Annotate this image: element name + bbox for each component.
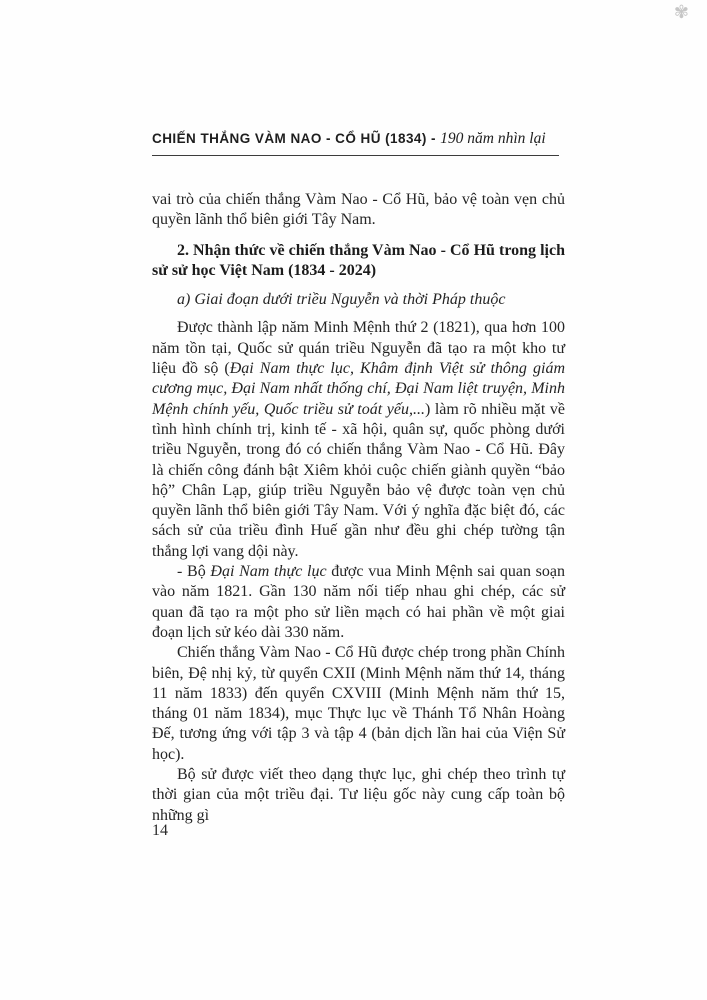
page-number: 14 <box>152 822 168 839</box>
text-block-subheading <box>152 290 565 310</box>
text-block-para <box>152 318 565 562</box>
text-block-para <box>152 765 565 826</box>
text-run: - Bộ <box>177 563 211 581</box>
text-run: Chiến thắng Vàm Nao - Cổ Hũ được chép trong phần Chính biên, Đệ nhị kỷ, từ quyển CXII (Minh Mệnh năm thứ 14, tháng 11 năm 1833) đến quyển CXVIII (Minh Mệnh năm thứ 15, tháng 01 năm 1834), mục Thực lục về Thánh Tổ Nhân Hoàng Đế, tương ứng với tập 3 và tập 4 (bản dịch lần hai của Viện Sử học). <box>152 644 565 763</box>
text-block-para-continuation <box>152 190 565 231</box>
text-block-heading <box>152 241 565 282</box>
running-header-subtitle: 190 năm nhìn lại <box>440 130 546 147</box>
text-run: Đại Nam thực lục, Khâm định Việt sử thông giám cương mục, Đại Nam nhất thống chí, Đại Nam liệt truyện, Minh Mệnh chính yếu, Quốc triều sử toát yếu,... <box>152 360 565 418</box>
text-run: Bộ sử được viết theo dạng thực lục, ghi chép theo trình tự thời gian của một triều đại. Tư liệu gốc này cung cấp toàn bộ những gì <box>152 766 565 824</box>
body-text <box>152 190 565 826</box>
text-run: được vua Minh Mệnh sai quan soạn vào năm 1821. Gần 130 năm nối tiếp nhau ghi chép, các sử quan đã tạo ra một pho sử liền mạch có hai phần về một giai đoạn lịch sử kéo dài 330 năm. <box>152 563 566 641</box>
text-run: Đại Nam thực lục <box>210 563 327 581</box>
text-block-para <box>152 643 565 765</box>
text-block-para <box>152 562 565 643</box>
running-header-title: CHIẾN THẮNG VÀM NAO - CỔ HŨ (1834) - <box>152 131 441 146</box>
flower-ornament-icon: ✾ <box>673 2 689 23</box>
running-header <box>152 130 559 156</box>
text-run: Được thành lập năm Minh Mệnh thứ 2 (1821), qua hơn 100 năm tồn tại, Quốc sử quán triều Nguyễn đã tạo ra một kho tư liệu đồ sộ ( <box>152 319 565 378</box>
text-run: 2. Nhận thức về chiến thắng Vàm Nao - Cổ Hũ trong lịch sử sử học Việt Nam (1834 - 2024) <box>152 241 565 279</box>
text-run: ) làm rõ nhiều mặt về tình hình chính trị, kinh tế - xã hội, quân sự, quốc phòng dưới triều Nguyễn, trong đó có chiến thắng Vàm Nao - Cổ Hũ. Đây là chiến công đánh bật Xiêm khỏi cuộc chiến giành quyền “bảo hộ” Chân Lạp, giúp triều Nguyễn bảo vệ được toàn vẹn chủ quyền lãnh thổ biên giới Tây Nam. Với ý nghĩa đặc biệt đó, các sách sử của triều đình Huế gần như đều ghi chép tường tận thắng lợi vang dội này. <box>152 400 565 560</box>
text-run: a) Giai đoạn dưới triều Nguyễn và thời Pháp thuộc <box>177 291 506 309</box>
text-run: vai trò của chiến thắng Vàm Nao - Cổ Hũ, bảo vệ toàn vẹn chủ quyền lãnh thổ biên giới Tây Nam. <box>152 191 565 229</box>
